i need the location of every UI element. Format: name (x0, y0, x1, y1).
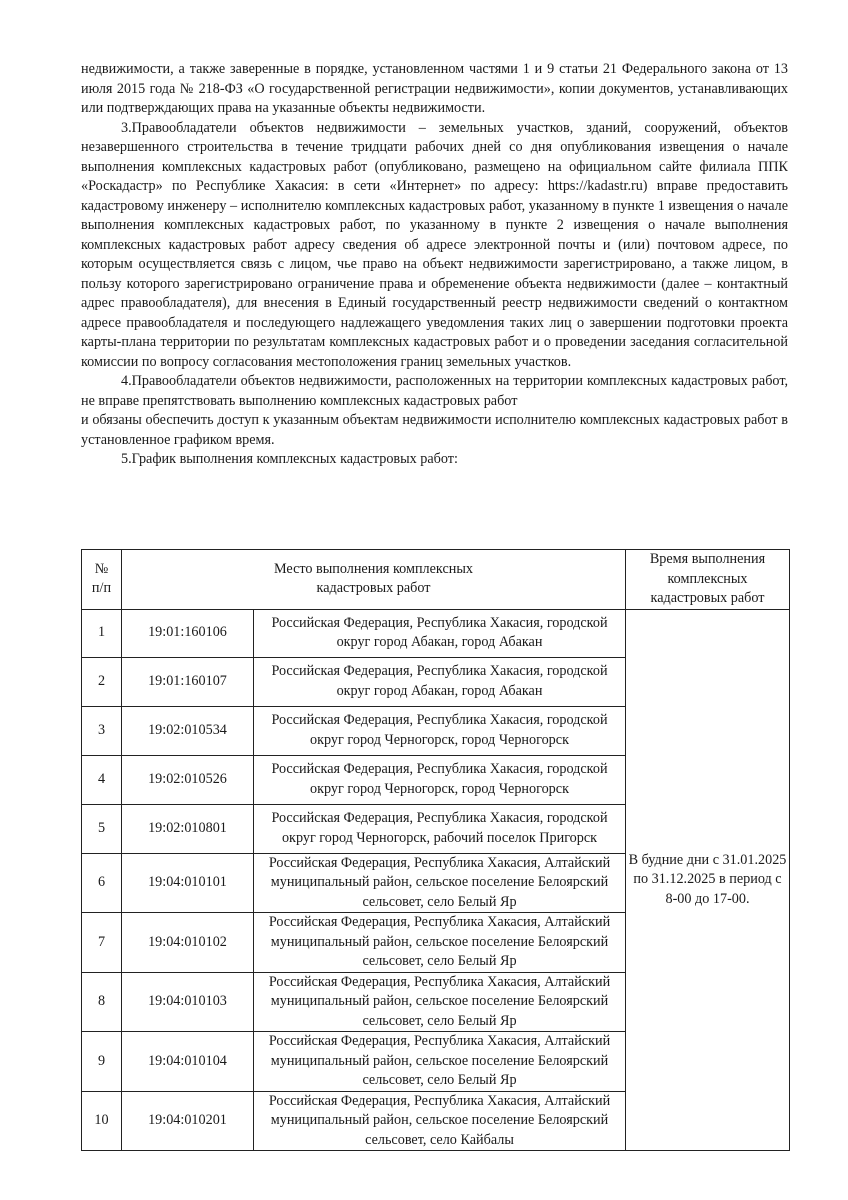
time-period: В будние дни с 31.01.2025 по 31.12.2025 в период с 8-00 до 17-00. (626, 609, 790, 1151)
paragraph-4-line2: и обязаны обеспечить доступ к указанным объектам недвижимости исполнителю комплексных кадастровых работ в установленное графиком время. (81, 412, 788, 448)
cadastral-quarter: 19:04:010201 (122, 1091, 254, 1151)
header-number: № п/п (82, 550, 122, 610)
address: Российская Федерация, Республика Хакасия, городской округ город Черногорск, город Черногорск (254, 706, 626, 755)
row-number: 6 (82, 853, 122, 913)
row-number: 8 (82, 972, 122, 1032)
address: Российская Федерация, Республика Хакасия, Алтайский муниципальный район, сельское поселение Белоярский сельсовет, село Белый Яр (254, 972, 626, 1032)
address: Российская Федерация, Республика Хакасия, Алтайский муниципальный район, сельское поселение Белоярский сельсовет, село Белый Яр (254, 913, 626, 973)
paragraph-continuation: недвижимости, а также заверенные в порядке, установленном частями 1 и 9 статьи 21 Федерального закона от 13 июля 2015 года № 218-ФЗ «О государственной регистрации недвижимости», копии документов, устанавливающих или подтверждающих права на указанные объекты недвижимости. (81, 61, 788, 116)
address: Российская Федерация, Республика Хакасия, Алтайский муниципальный район, сельское поселение Белоярский сельсовет, село Белый Яр (254, 1032, 626, 1092)
cadastral-quarter: 19:02:010534 (122, 706, 254, 755)
row-number: 7 (82, 913, 122, 973)
cadastral-quarter: 19:04:010104 (122, 1032, 254, 1092)
cadastral-quarter: 19:02:010526 (122, 755, 254, 804)
paragraph-3: 3.Правообладатели объектов недвижимости – земельных участков, зданий, сооружений, объектов незавершенного строительства в течение тридцати рабочих дней со дня опубликования извещения о начале выполнения комплексных кадастровых работ (опубликовано, размещено на официальном сайте филиала ППК «Роскадастр» по Республике Хакасия: в сети «Интернет» по адресу: https://kadastr.ru) вправе предоставить кадастровому инженеру – исполнителю комплексных кадастровых работ, указанному в пункте 1 извещения о начале выполнения комплексных кадастровых работ, по указанному в пункте 2 извещения о начале выполнения комплексных кадастровых работ адресу сведения об адресе электронной почты и (или) почтовом адресе, по которым осуществляется связь с лицом, чье право на объект недвижимости зарегистрировано, а также лицом, в пользу которого зарегистрировано ограничение права и обременение объекта недвижимости (далее – контактный адрес правообладателя), для внесения в Единый государственный реестр недвижимости сведений о контактном адресе правообладателя и последующего надлежащего уведомления таких лиц о завершении подготовки проекта карты-плана территории по результатам комплексных кадастровых работ и о проведении заседания согласительной комиссии по вопросу согласования местоположения границ земельных участков. (81, 119, 788, 370)
address: Российская Федерация, Республика Хакасия, городской округ город Абакан, город Абакан (254, 609, 626, 657)
table-row (82, 609, 790, 657)
cadastral-quarter: 19:02:010801 (122, 804, 254, 853)
address: Российская Федерация, Республика Хакасия, городской округ город Абакан, город Абакан (254, 657, 626, 706)
paragraph-5: 5.График выполнения комплексных кадастровых работ: (121, 451, 458, 467)
header-place: Место выполнения комплексных кадастровых работ (122, 550, 626, 610)
cadastral-quarter: 19:01:160107 (122, 657, 254, 706)
row-number: 9 (82, 1032, 122, 1092)
row-number: 3 (82, 706, 122, 755)
row-number: 4 (82, 755, 122, 804)
row-number: 10 (82, 1091, 122, 1151)
address: Российская Федерация, Республика Хакасия, городской округ город Черногорск, город Черногорск (254, 755, 626, 804)
schedule-table (81, 549, 790, 1151)
address: Российская Федерация, Республика Хакасия, Алтайский муниципальный район, сельское поселение Белоярский сельсовет, село Кайбалы (254, 1091, 626, 1151)
cadastral-quarter: 19:01:160106 (122, 609, 254, 657)
address: Российская Федерация, Республика Хакасия, Алтайский муниципальный район, сельское поселение Белоярский сельсовет, село Белый Яр (254, 853, 626, 913)
cadastral-quarter: 19:04:010103 (122, 972, 254, 1032)
table-header-row (82, 550, 790, 610)
row-number: 5 (82, 804, 122, 853)
address: Российская Федерация, Республика Хакасия, городской округ город Черногорск, рабочий поселок Пригорск (254, 804, 626, 853)
cadastral-quarter: 19:04:010101 (122, 853, 254, 913)
document-body (81, 60, 788, 470)
cadastral-quarter: 19:04:010102 (122, 913, 254, 973)
row-number: 2 (82, 657, 122, 706)
row-number: 1 (82, 609, 122, 657)
header-time: Время выполнения комплексных кадастровых работ (626, 550, 790, 610)
paragraph-4-line1: 4.Правообладатели объектов недвижимости, расположенных на территории комплексных кадастровых работ, не вправе препятствовать выполнению комплексных кадастровых работ (81, 373, 788, 409)
